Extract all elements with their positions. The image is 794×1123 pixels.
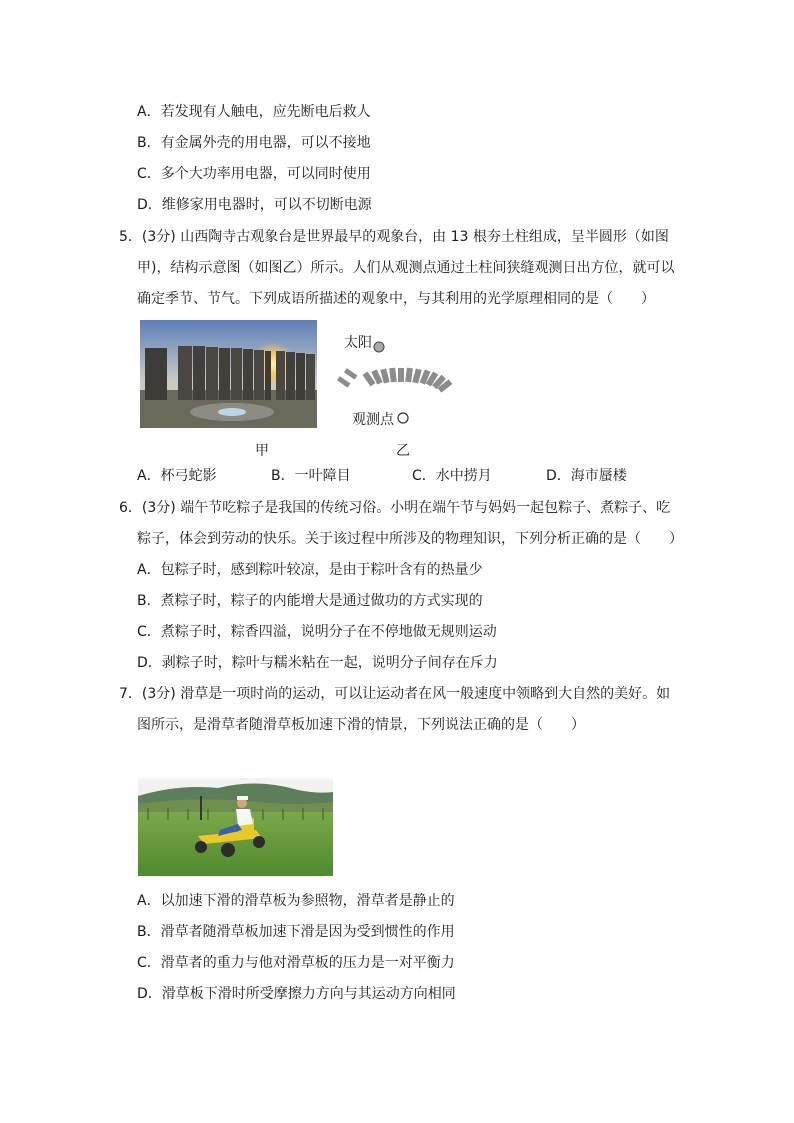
q5-stem-line1: 5．(3分) 山西陶寺古观象台是世界最早的观象台，由 13 根夯土柱组成，呈半圆形（如图 (119, 229, 669, 245)
q6-option-d: D．剥粽子时，粽叶与糯米粘在一起，说明分子间存在斥力 (137, 655, 498, 671)
figure-b-caption: 乙 (396, 443, 410, 459)
q7-stem-line1: 7．(3分) 滑草是一项时尚的运动，可以让运动者在风一般速度中领略到大自然的美好。如 (119, 686, 671, 702)
q4-option-a: A．若发现有人触电，应先断电后救人 (137, 104, 371, 120)
q6-option-b: B．煮粽子时，粽子的内能增大是通过做功的方式实现的 (137, 593, 483, 609)
q4-option-c: C．多个大功率用电器，可以同时使用 (137, 166, 371, 182)
q5-option-b: B．一叶障目 (271, 468, 351, 484)
figure-a-caption: 甲 (255, 443, 269, 459)
q4-option-b: B．有金属外壳的用电器，可以不接地 (137, 135, 371, 151)
q5-option-c: C．水中捞月 (412, 468, 492, 484)
observatory-photo (140, 320, 317, 428)
q7-option-d: D．滑草板下滑时所受摩擦力方向与其运动方向相同 (137, 986, 456, 1002)
q7-option-a: A．以加速下滑的滑草板为参照物，滑草者是静止的 (137, 893, 455, 909)
q5-option-d: D．海市蜃楼 (546, 468, 627, 484)
q6-option-c: C．煮粽子时，粽香四溢，说明分子在不停地做无规则运动 (137, 624, 497, 640)
q5-stem-line3: 确定季节、节气。下列成语所描述的观象中，与其利用的光学原理相同的是（ ） (137, 291, 655, 307)
observer-icon (398, 413, 408, 423)
q6-stem-line1: 6．(3分) 端午节吃粽子是我国的传统习俗。小明在端午节与妈妈一起包粽子、煮粽子、吃 (119, 500, 671, 516)
observer-label: 观测点 (352, 412, 394, 428)
observatory-schematic (330, 330, 470, 435)
q7-option-b: B．滑草者随滑草板加速下滑是因为受到惯性的作用 (137, 924, 455, 940)
q5-stem-line2: 甲)，结构示意图（如图乙）所示。人们从观测点通过土柱间狭缝观测日出方位，就可以 (137, 260, 675, 276)
q4-option-d: D．维修家用电器时，可以不切断电源 (137, 197, 372, 213)
q6-option-a: A．包粽子时，感到粽叶较凉，是由于粽叶含有的热量少 (137, 562, 483, 578)
sun-label: 太阳 (344, 335, 372, 351)
grass-sledding-photo (138, 778, 333, 876)
sun-icon (374, 342, 384, 352)
q7-stem-line2: 图所示，是滑草者随滑草板加速下滑的情景，下列说法正确的是（ ） (137, 717, 585, 733)
q6-stem-line2: 粽子，体会到劳动的快乐。关于该过程中所涉及的物理知识，下列分析正确的是（ ） (137, 531, 683, 547)
q5-option-a: A．杯弓蛇影 (137, 468, 217, 484)
q7-option-c: C．滑草者的重力与他对滑草板的压力是一对平衡力 (137, 955, 455, 971)
